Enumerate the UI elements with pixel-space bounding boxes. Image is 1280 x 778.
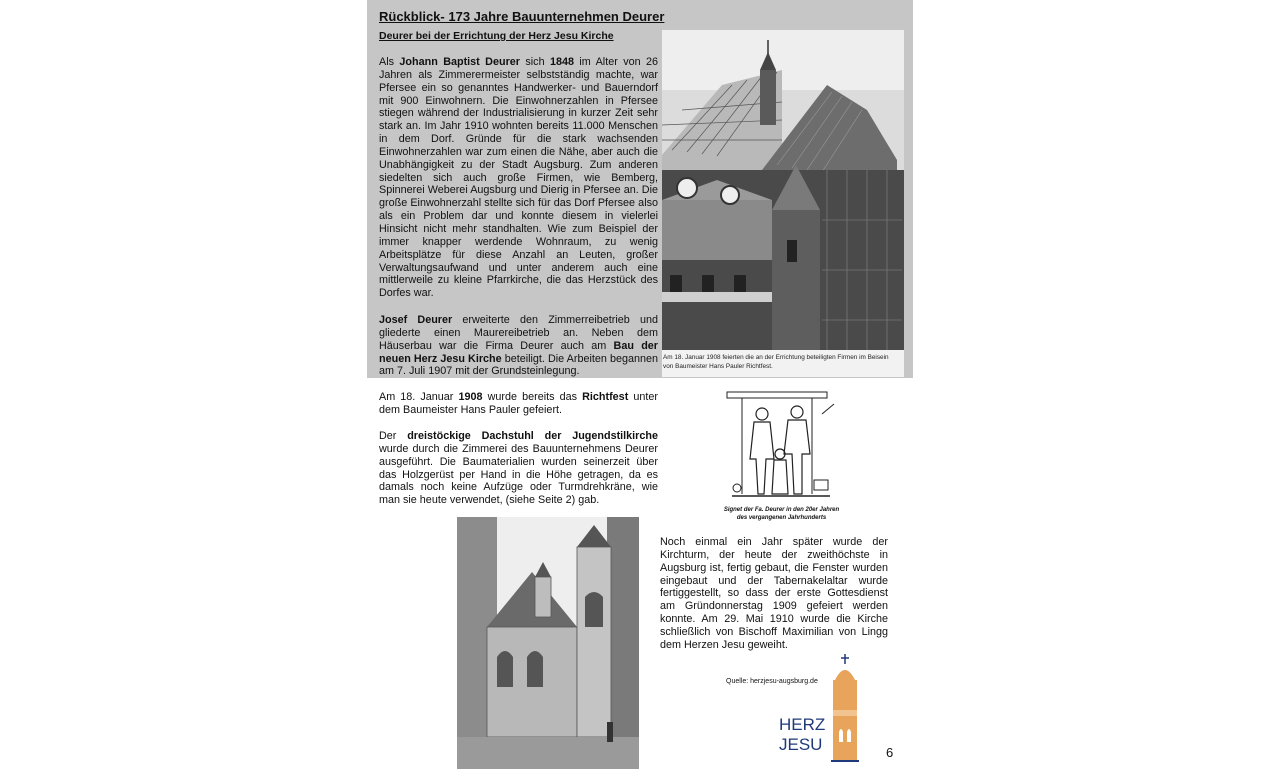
logo-text-jesu: JESU bbox=[779, 735, 823, 754]
page-title: Rückblick- 173 Jahre Bauunternehmen Deurer bbox=[379, 9, 665, 24]
page-number: 6 bbox=[886, 745, 894, 760]
paragraph-richtfest: Am 18. Januar 1908 wurde bereits das Richtfest unter dem Baumeister Hans Pauler gefeiert. bbox=[379, 391, 658, 416]
document-page bbox=[367, 0, 913, 778]
construction-photo-caption: Am 18. Januar 1908 feierten die an der Errichtung beteiligten Firmen im Beisein von Baumeister Hans Pauler Richtfest. bbox=[663, 354, 889, 370]
herz-jesu-tower-icon bbox=[773, 652, 873, 767]
construction-photo-drawing bbox=[662, 30, 904, 377]
church-photo bbox=[457, 517, 639, 769]
signet-caption: Signet der Fa. Deurer in den 20er Jahren des vergangenen Jahrhunderts bbox=[723, 507, 840, 521]
herz-jesu-logo bbox=[773, 652, 873, 767]
logo-text-herz: HERZ bbox=[779, 715, 826, 734]
deurer-signet-image bbox=[722, 384, 842, 504]
paragraph-history: Als Johann Baptist Deurer sich 1848 im Alter von 26 Jahren als Zimmerermeister selbstständig machte, war Pfersee ein so genanntes Handwerker- und Bauerndorf mit 900 Einwohnern. Die Einwohnerzahlen in Pfersee stiegen während der Industrialisierung in kurzer Zeit sehr stark an. Im Jahr 1910 wohnten bereits 11.000 Menschen in dem Dorf. Gründe für die stark wachsenden Einwohnerzahlen war zum einen die Nähe, aber auch die Unabhängigkeit zu der Stadt Augsburg. Zum anderen siedelten sich auch große Firmen, wie Bemberg, Spinnerei Weberei Augsburg und Dierig in Pfersee an. Die große Einwohnerzahl stellte sich für das Dorf Pfersee also als ein Problem dar und konnte diesem in vielerlei Hinsicht nicht mehr standhalten. Wie zum Beispiel der immer knapper werdende Wohnraum, zu wenig Arbeitsplätze für diese Anzahl an Leuten, großer Verwaltungsaufwand und unter anderem auch eine mittlerweile zu kleine Pfarrkirche, die das Herzstück des Dorfes war. bbox=[379, 56, 659, 300]
section-subtitle: Deurer bei der Errichtung der Herz Jesu Kirche bbox=[379, 30, 614, 42]
source-note: Quelle: herzjesu-augsburg.de bbox=[726, 678, 818, 685]
paragraph-dachstuhl: Der dreistöckige Dachstuhl der Jugendstilkirche wurde durch die Zimmerei des Bauunternehmens Deurer ausgeführt. Die Baumaterialien wurden seinerzeit über das Holzgerüst per Hand in die Höhe getragen, da es damals noch keine Aufzüge oder Turmdrehkräne, wie man sie heute verwendet, (siehe Seite 2) gab. bbox=[379, 430, 658, 507]
paragraph-kirchturm: Noch einmal ein Jahr später wurde der Kirchturm, der heute der zweithöchste in Augsburg ist, fertig gebaut, die Fenster wurden eingebaut und der Tabernakelaltar wurde fertiggestellt, so dass der erste Gottesdienst am Gründonnerstag 1909 gefeiert werden konnte. Am 29. Mai 1910 wurde die Kirche schließlich von Bischoff Maximilian von Lingg dem Herzen Jesu geweiht. bbox=[660, 536, 888, 651]
construction-photo bbox=[662, 30, 904, 377]
church-photo-drawing bbox=[457, 517, 639, 769]
paragraph-josef-deurer: Josef Deurer erweiterte den Zimmerreibetrieb und gliederte einen Maurereibetrieb an. Neben dem Häuserbau war die Firma Deurer auch am Bau der neuen Herz Jesu Kirche beteiligt. Die Arbeiten begannen am 7. Juli 1907 mit der Grundsteinlegung. bbox=[379, 314, 659, 378]
signet-drawing bbox=[722, 384, 842, 504]
